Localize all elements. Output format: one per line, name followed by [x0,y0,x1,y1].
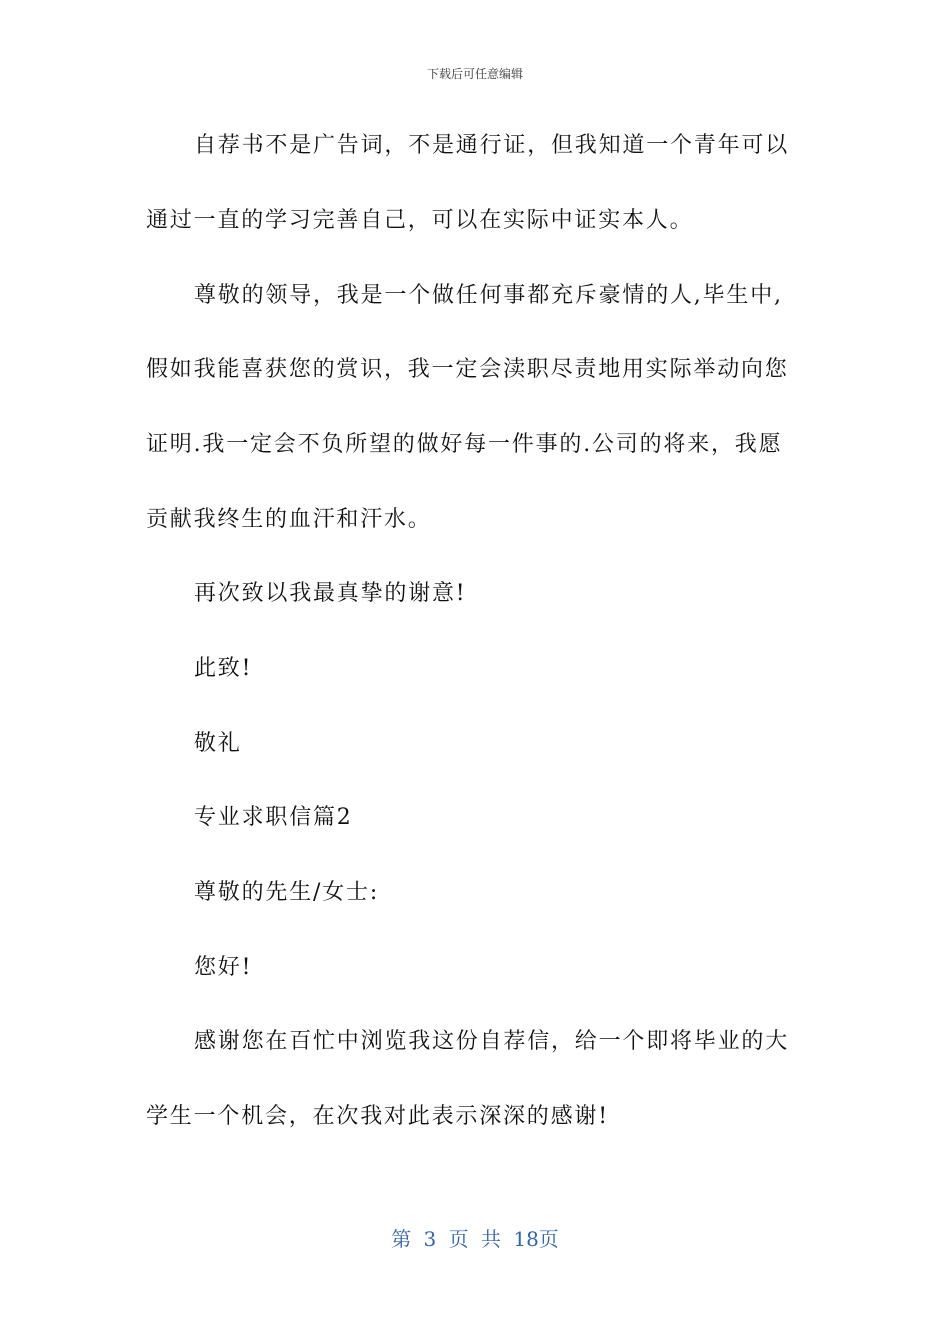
page-footer: 第 3 页 共 18页 [391,1227,559,1251]
section-heading: 专业求职信篇2 [194,805,353,830]
text-line: 通过一直的学习完善自己，可以在实际中证实本人。 [146,208,694,233]
text-line: 自荐书不是广告词，不是通行证，但我知道一个青年可以 [194,133,790,158]
text-line: 学生一个机会，在次我对此表示深深的感谢! [146,1104,609,1129]
text-line: 证明.我一定会不负所望的做好每一件事的.公司的将来，我愿 [146,432,783,457]
text-line: 敬礼 [194,731,242,756]
text-line: 尊敬的先生/女士: [194,880,380,905]
text-line: 贡献我终生的血汗和汗水。 [146,507,432,532]
text-line: 您好! [194,955,253,980]
text-line: 再次致以我最真挚的谢意! [194,581,467,606]
page-header: 下载后可任意编辑 [426,67,523,81]
text-line: 假如我能喜获您的赏识，我一定会渎职尽责地用实际举动向您 [146,357,789,382]
text-line: 感谢您在百忙中浏览我这份自荐信，给一个即将毕业的大 [194,1029,790,1054]
text-line: 尊敬的领导，我是一个做任何事都充斥豪情的人,毕生中, [194,283,783,308]
text-line: 此致! [194,656,253,681]
